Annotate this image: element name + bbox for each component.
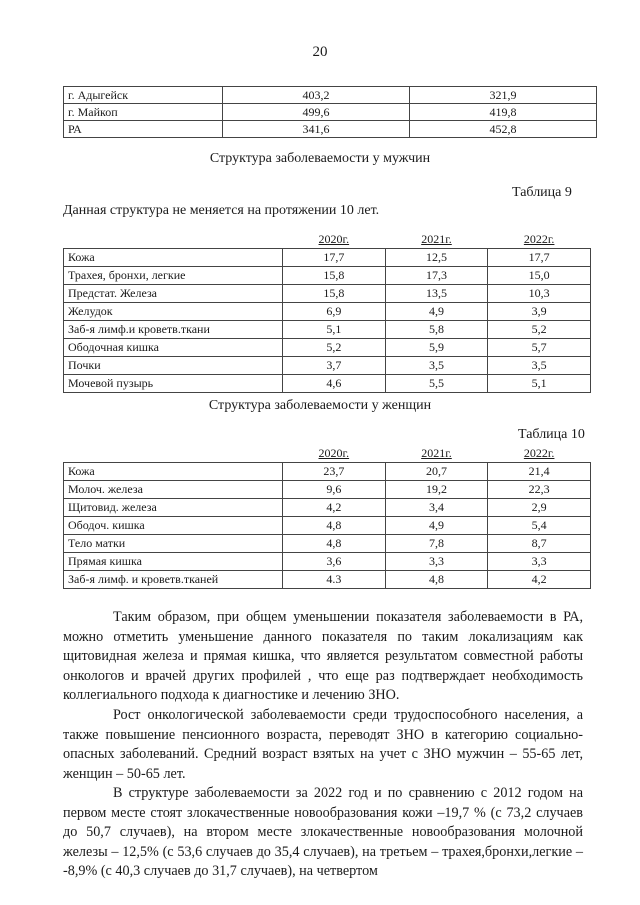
value-cell: 499,6 — [223, 104, 410, 121]
table-9-label: Таблица 9 — [512, 185, 572, 200]
value-cell: 5,1 — [283, 321, 386, 339]
region-row — [64, 104, 597, 121]
value-cell: 15,8 — [283, 285, 386, 303]
men-table-row — [64, 303, 591, 321]
value-cell: 4.3 — [283, 571, 386, 589]
region-row — [64, 87, 597, 104]
value-cell: 4,8 — [385, 571, 488, 589]
row-label-cell: г. Майкоп — [64, 104, 223, 121]
row-label-cell: Щитовид. железа — [64, 499, 283, 517]
value-cell: 5,7 — [488, 339, 591, 357]
header-year-cell: 2022г. — [488, 445, 591, 463]
women-table-row — [64, 571, 591, 589]
value-cell: 5,2 — [488, 321, 591, 339]
men-table-row — [64, 339, 591, 357]
value-cell: 452,8 — [410, 121, 597, 138]
men-table-row — [64, 267, 591, 285]
value-cell: 403,2 — [223, 87, 410, 104]
value-cell: 9,6 — [283, 481, 386, 499]
value-cell: 4,8 — [283, 517, 386, 535]
value-cell: 5,8 — [385, 321, 488, 339]
region-table — [63, 86, 597, 138]
value-cell: 5,4 — [488, 517, 591, 535]
men-table-row — [64, 375, 591, 393]
value-cell: 23,7 — [283, 463, 386, 481]
women-structure-heading: Структура заболеваемости у женщин — [208, 398, 432, 413]
value-cell: 4,2 — [488, 571, 591, 589]
value-cell: 22,3 — [488, 481, 591, 499]
women-incidence-table — [63, 445, 591, 589]
value-cell: 13,5 — [385, 285, 488, 303]
men-table-row — [64, 321, 591, 339]
value-cell: 4,2 — [283, 499, 386, 517]
value-cell: 4,8 — [283, 535, 386, 553]
header-year-cell: 2021г. — [385, 445, 488, 463]
table-header-row — [64, 231, 591, 249]
value-cell: 321,9 — [410, 87, 597, 104]
value-cell: 3,6 — [283, 553, 386, 571]
row-label-cell: Почки — [64, 357, 283, 375]
value-cell: 15,8 — [283, 267, 386, 285]
value-cell: 17,7 — [283, 249, 386, 267]
region-row — [64, 121, 597, 138]
row-label-cell: Прямая кишка — [64, 553, 283, 571]
value-cell: 8,7 — [488, 535, 591, 553]
row-label-cell: Ободочная кишка — [64, 339, 283, 357]
row-label-cell: Заб-я лимф. и кроветв.тканей — [64, 571, 283, 589]
row-label-cell: Желудок — [64, 303, 283, 321]
women-table-row — [64, 553, 591, 571]
row-label-cell: Молоч. железа — [64, 481, 283, 499]
value-cell: 7,8 — [385, 535, 488, 553]
value-cell: 3,4 — [385, 499, 488, 517]
value-cell: 5,9 — [385, 339, 488, 357]
men-incidence-table — [63, 231, 591, 393]
row-label-cell: Мочевой пузырь — [64, 375, 283, 393]
men-structure-note: Данная структура не меняется на протяжении 10 лет. — [63, 203, 380, 218]
table-header-row — [64, 445, 591, 463]
value-cell: 10,3 — [488, 285, 591, 303]
men-table-row — [64, 285, 591, 303]
value-cell: 15,0 — [488, 267, 591, 285]
men-structure-heading: Структура заболеваемости у мужчин — [209, 151, 431, 166]
row-label-cell: Кожа — [64, 463, 283, 481]
row-label-cell: Кожа — [64, 249, 283, 267]
paragraph-conclusion: Таким образом, при общем уменьшении показателя заболеваемости в РА, можно отметить уменьшение данного показателя по таким локализациям как щитовидная железа и прямая кишка, что является результатом совместной работы онкологов и врачей других профилей , что еще раз подтверждает необходимость коллегиального подхода к диагностике и лечению ЗНО. — [63, 609, 583, 704]
paragraph-structure-2022: В структуре заболеваемости за 2022 год и по сравнению с 2012 годом на первом месте стоят злокачественные новообразования кожи –19,7 % (с 73,2 случаев до 50,7 случаев), на втором месте злокачественные новообразования молочной железы – 12,5% (с 53,6 случаев до 35,4 случаев), на третьем – трахея,бронхи,легкие – -8,9% (с 40,3 случаев до 31,7 случаев), на четвертом — [63, 785, 583, 880]
value-cell: 3,5 — [488, 357, 591, 375]
value-cell: 17,7 — [488, 249, 591, 267]
header-year-cell: 2020г. — [283, 231, 386, 249]
row-label-cell: Ободоч. кишка — [64, 517, 283, 535]
value-cell: 5,1 — [488, 375, 591, 393]
row-label-cell: Предстат. Железа — [64, 285, 283, 303]
paragraph-working-age: Рост онкологической заболеваемости среди трудоспособного населения, а также повышение пенсионного возраста, переводят ЗНО в категорию социально-опасных заболеваний. Средний возраст взятых на учет с ЗНО мужчин – 55-65 лет, женщин – 50-65 лет. — [63, 707, 583, 782]
women-table-row — [64, 535, 591, 553]
women-table-row — [64, 517, 591, 535]
value-cell: 20,7 — [385, 463, 488, 481]
value-cell: 6,9 — [283, 303, 386, 321]
men-table-row — [64, 249, 591, 267]
header-year-cell: 2021г. — [385, 231, 488, 249]
row-label-cell: Тело матки — [64, 535, 283, 553]
value-cell: 21,4 — [488, 463, 591, 481]
value-cell: 4,9 — [385, 517, 488, 535]
header-blank-cell — [64, 445, 283, 463]
row-label-cell: Трахея, бронхи, легкие — [64, 267, 283, 285]
women-table-row — [64, 481, 591, 499]
women-table-row — [64, 499, 591, 517]
value-cell: 4,9 — [385, 303, 488, 321]
value-cell: 419,8 — [410, 104, 597, 121]
value-cell: 5,5 — [385, 375, 488, 393]
value-cell: 5,2 — [283, 339, 386, 357]
value-cell: 341,6 — [223, 121, 410, 138]
value-cell: 3,9 — [488, 303, 591, 321]
row-label-cell: Заб-я лимф.и кроветв.ткани — [64, 321, 283, 339]
header-year-cell: 2022г. — [488, 231, 591, 249]
table-10-label: Таблица 10 — [518, 427, 585, 442]
men-table-row — [64, 357, 591, 375]
value-cell: 2,9 — [488, 499, 591, 517]
row-label-cell: РА — [64, 121, 223, 138]
value-cell: 4,6 — [283, 375, 386, 393]
value-cell: 3,5 — [385, 357, 488, 375]
women-table-row — [64, 463, 591, 481]
value-cell: 3,7 — [283, 357, 386, 375]
row-label-cell: г. Адыгейск — [64, 87, 223, 104]
value-cell: 19,2 — [385, 481, 488, 499]
value-cell: 17,3 — [385, 267, 488, 285]
value-cell: 12,5 — [385, 249, 488, 267]
value-cell: 3,3 — [385, 553, 488, 571]
header-blank-cell — [64, 231, 283, 249]
value-cell: 3,3 — [488, 553, 591, 571]
page-number: 20 — [312, 44, 328, 60]
header-year-cell: 2020г. — [283, 445, 386, 463]
